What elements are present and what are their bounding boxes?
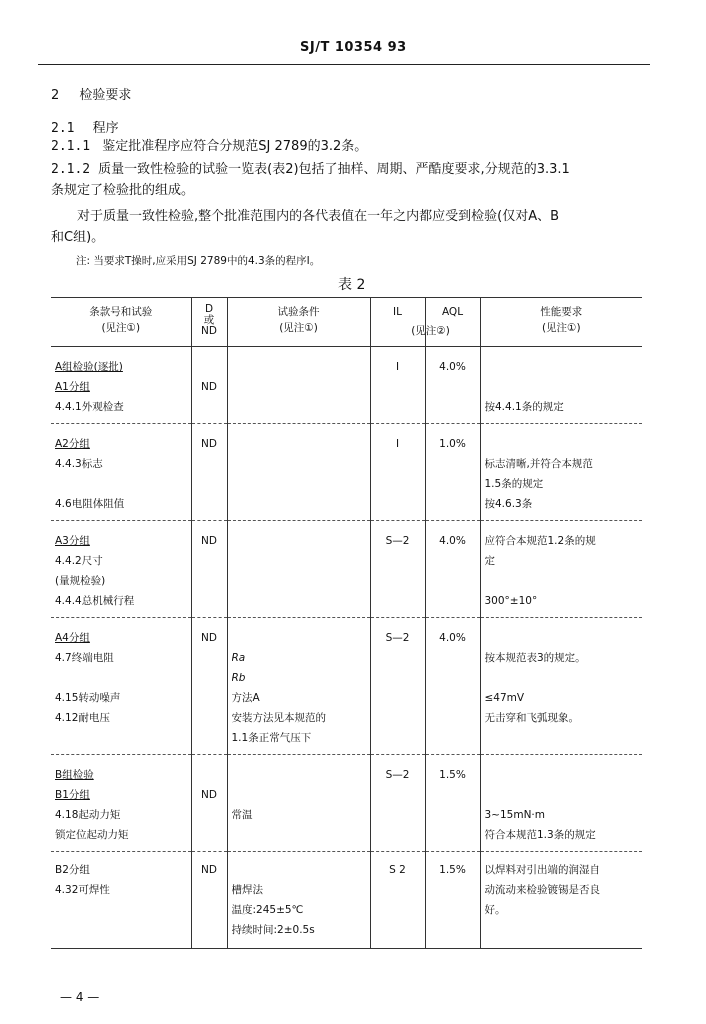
nd-value: ND — [201, 789, 217, 801]
header-aql — [425, 298, 480, 347]
clause-line — [55, 668, 187, 688]
performance-line: 按4.4.1条的规定 — [484, 401, 564, 413]
clause-number: 2.1.1 — [51, 139, 91, 154]
header-conditions-title: 试验条件 — [277, 306, 320, 318]
il-value: I — [395, 438, 400, 450]
page-number: — 4 — — [60, 990, 100, 1004]
performance-line: 以焊料对引出端的润湿自 — [484, 864, 600, 876]
clause-text: 鉴定批准程序应符合分规范SJ 2789的3.2条。 — [102, 139, 368, 154]
condition-line: 持续时间:2±0.5s — [231, 924, 315, 936]
clause-number: 2.1 — [51, 121, 75, 136]
clause-line: A2分组 — [55, 438, 90, 450]
header-rule — [38, 64, 650, 65]
header-d: D — [204, 303, 214, 315]
performance-line: 按4.6.3条 — [484, 498, 533, 510]
condition-line: Ra — [231, 652, 246, 664]
aql-value: 1.5% — [439, 769, 466, 781]
condition-line: Rb — [231, 672, 246, 684]
clause-2-1-1 — [51, 136, 367, 157]
header-clause-title: 条款号和试验 — [89, 306, 153, 318]
condition-line: 常温 — [231, 809, 253, 821]
table-row — [51, 852, 642, 949]
clause-line: B2分组 — [55, 864, 90, 876]
table-row — [51, 755, 642, 852]
nd-value: ND — [201, 438, 217, 450]
clause-number: 2.1.2 — [51, 162, 91, 177]
note-text: 注: 当要求T操时,应采用SJ 2789中的4.3条的程序I。 — [76, 255, 321, 267]
clause-line: (量规检验) — [55, 575, 106, 587]
performance-line: 动流动来检验镀锡是否良 — [484, 884, 600, 896]
clause-text-line-2: 条规定了检验批的组成。 — [51, 183, 195, 198]
nd-value: ND — [201, 535, 217, 547]
condition-line: 槽焊法 — [231, 884, 263, 896]
header-conditions-note: (见注①) — [279, 322, 318, 334]
clause-line: 4.4.4总机械行程 — [55, 595, 135, 607]
clause-line: 锁定位起动力矩 — [55, 829, 129, 841]
clause-line: A4分组 — [55, 632, 90, 644]
table-row — [51, 424, 642, 521]
header-il — [370, 298, 450, 347]
clause-line — [55, 474, 187, 494]
clause-line: 4.32可焊性 — [55, 884, 110, 896]
paragraph-line-2: 和C组)。 — [51, 230, 105, 245]
il-value: S—2 — [385, 535, 410, 547]
il-value: S 2 — [389, 864, 406, 876]
header-performance — [480, 298, 642, 347]
header-il-title: IL — [393, 306, 402, 318]
table-row — [51, 347, 642, 424]
aql-value: 4.0% — [439, 535, 466, 547]
performance-line: 好。 — [484, 904, 506, 916]
clause-line: 4.18起动力矩 — [55, 809, 121, 821]
clause-text-line-1: 质量一致性检验的试验一览表(表2)包括了抽样、周期、严酷度要求,分规范的3.3.1 — [98, 162, 570, 177]
header-performance-note: (见注①) — [541, 322, 581, 334]
section-2-heading — [51, 84, 131, 103]
section-number: 2 — [51, 88, 60, 103]
header-d-nd — [191, 298, 227, 347]
aql-value: 4.0% — [439, 361, 466, 373]
clause-line: 4.4.2尺寸 — [55, 555, 103, 567]
clause-line: 4.4.3标志 — [55, 458, 103, 470]
header-or: 或 — [203, 314, 215, 326]
clause-line: 4.4.1外观检查 — [55, 401, 124, 413]
paragraph-line-1: 对于质量一致性检验,整个批准范围内的各代表值在一年之内都应受到检验(仅对A、B — [77, 209, 560, 224]
header-clause — [51, 298, 191, 347]
performance-line: 符合本规范1.3条的规定 — [484, 829, 596, 841]
table-row — [51, 521, 642, 618]
condition-line: 温度:245±5℃ — [231, 904, 304, 916]
performance-line: 按本规范表3的规定。 — [484, 652, 586, 664]
section-title: 检验要求 — [79, 88, 132, 103]
clause-line: A3分组 — [55, 535, 90, 547]
performance-line: 无击穿和飞弧现象。 — [484, 712, 579, 724]
header-aql-title: AQL — [441, 306, 464, 318]
clause-line: 4.6电阻体阻值 — [55, 498, 125, 510]
performance-line: 定 — [484, 555, 495, 567]
performance-line: 标志清晰,并符合本规范 — [484, 458, 593, 470]
table-header-row — [51, 298, 642, 347]
nd-value: ND — [201, 632, 217, 644]
aql-value: 4.0% — [439, 632, 466, 644]
table-row — [51, 618, 642, 755]
header-il-aql-note: (见注②) — [411, 325, 450, 337]
header-performance-title: 性能要求 — [540, 306, 583, 318]
il-value: S—2 — [385, 632, 410, 644]
il-value: S—2 — [385, 769, 410, 781]
condition-line: 1.1条正常气压下 — [231, 732, 312, 744]
header-conditions — [227, 298, 370, 347]
document-header-code: SJ/T 10354 93 — [300, 40, 407, 55]
condition-line: 方法A — [231, 692, 260, 704]
performance-line: 应符合本规范1.2条的规 — [484, 535, 596, 547]
aql-value: 1.0% — [439, 438, 466, 450]
clause-line: A1分组 — [55, 381, 90, 393]
clause-2-1-2 — [51, 159, 570, 201]
clause-line: 4.12耐电压 — [55, 712, 110, 724]
header-clause-note: (见注①) — [101, 322, 141, 334]
performance-line: 3~15mN·m — [484, 809, 545, 821]
clause-line: B组检验 — [55, 769, 94, 781]
section-2-1-heading — [51, 117, 119, 136]
aql-value: 1.5% — [439, 864, 466, 876]
inspection-table — [51, 297, 642, 949]
clause-line: 4.15转动噪声 — [55, 692, 121, 704]
clause-line: 4.7终端电阻 — [55, 652, 114, 664]
clause-line: B1分组 — [55, 789, 90, 801]
nd-value: ND — [201, 864, 217, 876]
performance-line: ≤47mV — [484, 692, 525, 704]
clause-line: A组检验(逐批) — [55, 361, 123, 373]
il-value: I — [395, 361, 400, 373]
performance-line: 1.5条的规定 — [484, 478, 544, 490]
condition-line: 安装方法见本规范的 — [231, 712, 326, 724]
header-nd: ND — [201, 325, 217, 337]
table-title: 表 2 — [338, 277, 366, 293]
clause-title: 程序 — [92, 121, 119, 136]
paragraph-qc-inspection — [51, 206, 559, 248]
nd-value: ND — [201, 381, 217, 393]
performance-line: 300°±10° — [484, 595, 538, 607]
